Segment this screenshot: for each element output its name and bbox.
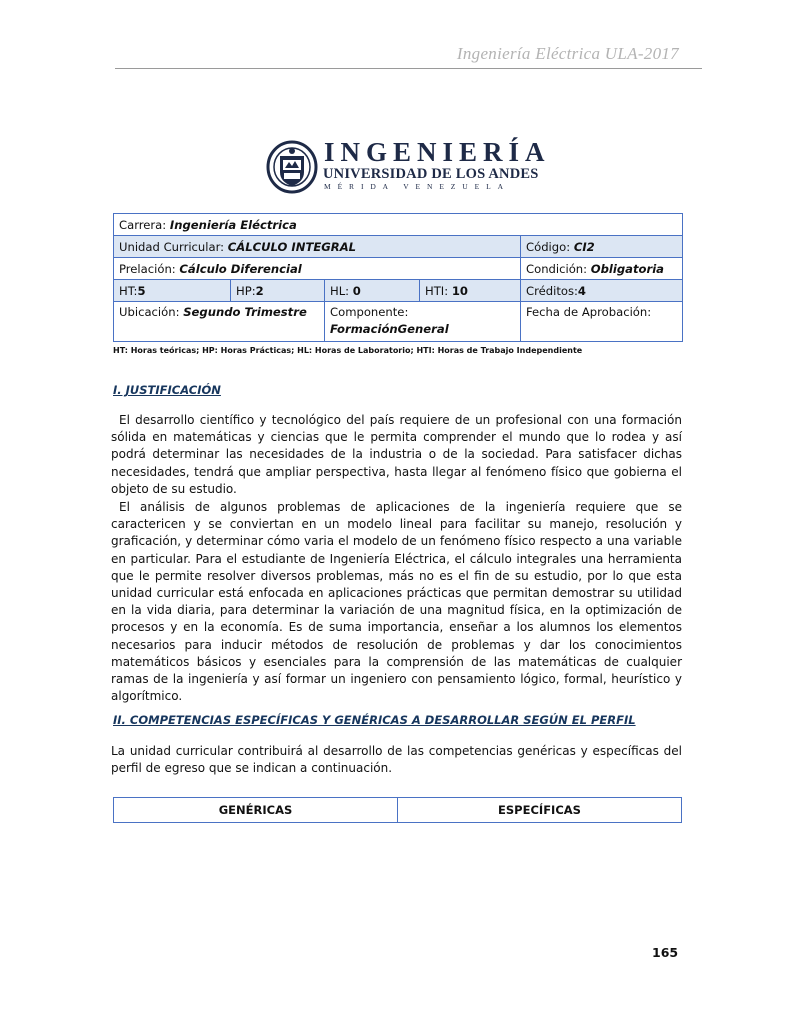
row-prelacion xyxy=(114,258,683,280)
prelacion-value: Cálculo Diferencial xyxy=(179,261,302,276)
cell-unidad: Unidad Curricular: CÁLCULO INTEGRAL xyxy=(114,236,521,258)
university-seal-icon xyxy=(266,140,318,194)
cell-ht: HT:5 xyxy=(114,280,231,302)
row-ubicacion xyxy=(114,302,683,342)
header-rule xyxy=(115,68,702,69)
logo-city: MÉRIDA VENEZUELA xyxy=(324,182,510,191)
competencias-header-row xyxy=(114,798,682,823)
cell-creditos: Créditos:4 xyxy=(521,280,683,302)
componente-value: FormaciónGeneral xyxy=(330,322,449,336)
cell-hp: HP:2 xyxy=(231,280,325,302)
cell-codigo: Código: CI2 xyxy=(521,236,683,258)
section-title-justificacion: I. JUSTIFICACIÓN xyxy=(113,383,221,397)
row-unidad xyxy=(114,236,683,258)
competencias-paragraph: La unidad curricular contribuirá al desarrollo de las competencias genéricas y específicas del perfil de egreso que se indican a continuación. xyxy=(111,744,682,776)
course-info-table xyxy=(113,213,683,342)
row-carrera xyxy=(114,214,683,236)
running-header: Ingeniería Eléctrica ULA-2017 xyxy=(456,44,679,63)
unidad-value: CÁLCULO INTEGRAL xyxy=(227,239,357,254)
cell-ubicacion: Ubicación: Segundo Trimestre xyxy=(114,302,325,342)
ubicacion-value: Segundo Trimestre xyxy=(183,305,307,319)
cell-carrera: Carrera: Ingeniería Eléctrica xyxy=(114,214,683,236)
hours-legend: HT: Horas teóricas; HP: Horas Prácticas; HL: Horas de Laboratorio; HTI: Horas de Trabajo Independiente xyxy=(113,346,583,355)
justificacion-paragraph-2: El análisis de algunos problemas de aplicaciones de la ingeniería requiere que se caractericen y se conviertan en un modelo lineal para facilitar su manejo, resolución y graficación, y determinar cómo varia el modelo de un fenómeno físico respecto a una variable en particular. Para el estudiante de Ingeniería Eléctrica, el cálculo integrales una herramienta que le permite resolver diversos problemas, más no es el fin de su estudio, por lo que esta unidad curricular está enfocada en aplicaciones prácticas que permitan demostrar su utilidad en la vida diaria, para determinar la variación de una magnitud física, en la optimización de procesos y en la economía. Es de suma importancia, enseñar a los alumnos los elementos necesarios para inducir métodos de resolución de problemas y dar los conocimientos matemáticos básicos y esenciales para la comprensión de las matemáticas de cualquier ramas de la ingeniería y así formar un ingeniero con pensamiento lógico, formal, heurístico y algorítmico. xyxy=(111,500,682,704)
cell-hti: HTI: 10 xyxy=(420,280,521,302)
cell-hl: HL: 0 xyxy=(325,280,420,302)
justificacion-paragraph-1: El desarrollo científico y tecnológico del país requiere de un profesional con una formación sólida en matemáticas y ciencias que le permita comprender el mundo que lo rodea y así podrá determinar las necesidades de la industria o de la sociedad. Para satisfacer dichas necesidades, tendrá que ampliar perspectiva, hasta llegar al fenómeno físico que gobierna el objeto de su estudio. xyxy=(111,413,682,496)
competencias-table xyxy=(113,797,682,823)
row-hours xyxy=(114,280,683,302)
university-logo xyxy=(266,137,551,194)
cell-condicion: Condición: Obligatoria xyxy=(521,258,683,280)
logo-university-name: UNIVERSIDAD DE LOS ANDES xyxy=(323,166,539,182)
condicion-value: Obligatoria xyxy=(590,261,664,276)
cell-prelacion: Prelación: Cálculo Diferencial xyxy=(114,258,521,280)
section-title-competencias: II. COMPETENCIAS ESPECÍFICAS Y GENÉRICAS A DESARROLLAR SEGÚN EL PERFIL xyxy=(113,713,636,727)
cell-fecha: Fecha de Aprobación: xyxy=(521,302,683,342)
codigo-value: CI2 xyxy=(573,239,595,254)
col-genericas: GENÉRICAS xyxy=(114,798,398,823)
carrera-value: Ingeniería Eléctrica xyxy=(169,217,297,232)
page-number: 165 xyxy=(652,945,679,960)
logo-wordmark: INGENIERÍA xyxy=(324,137,551,167)
cell-componente: Componente: FormaciónGeneral xyxy=(325,302,521,342)
col-especificas: ESPECÍFICAS xyxy=(398,798,682,823)
